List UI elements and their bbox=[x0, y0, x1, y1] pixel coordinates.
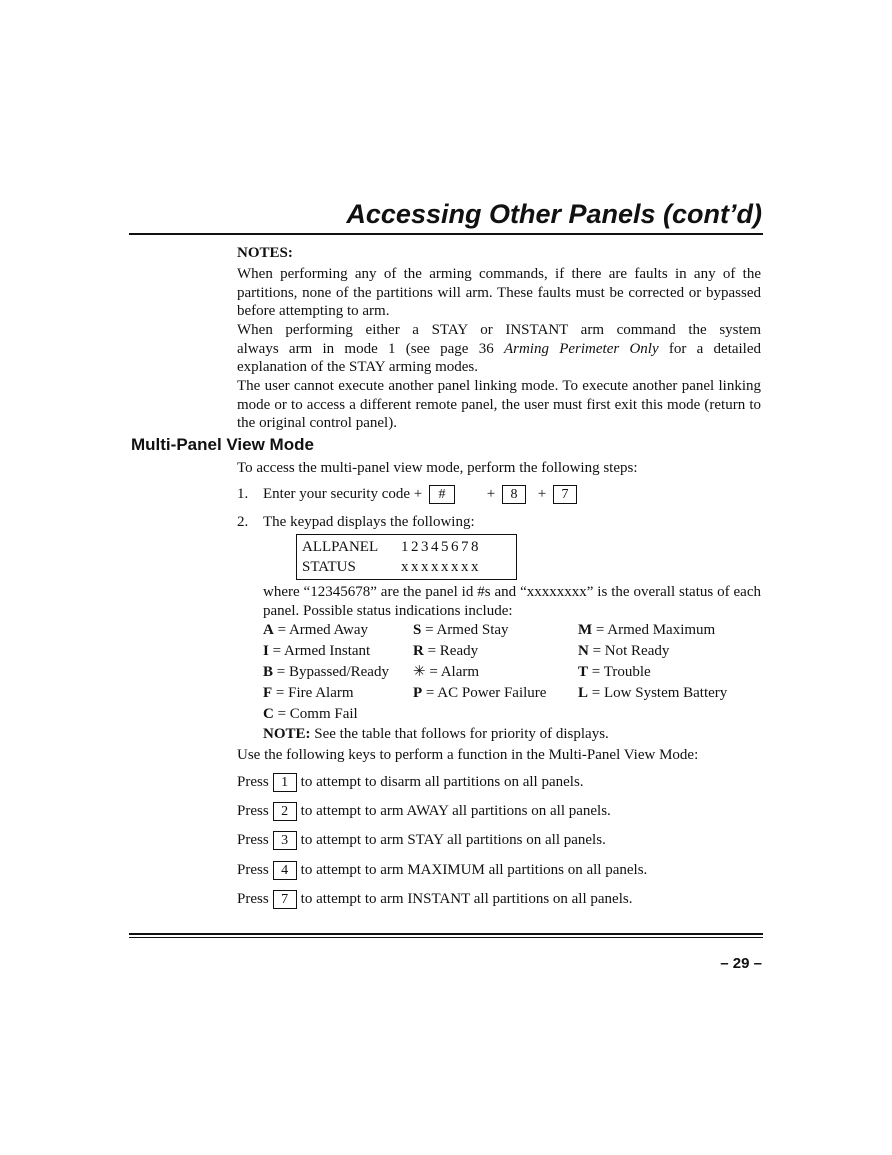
notes-paragraph-1: When performing any of the arming commands, if there are faults in any of the partitions, none of the partitions will arm. These faults must be corrected or bypassed before attempting to arm. bbox=[237, 266, 761, 319]
alarm-star-icon: ✳ bbox=[413, 664, 426, 680]
section-intro: To access the multi-panel view mode, perform the following steps: bbox=[237, 460, 638, 476]
legend-row bbox=[263, 641, 763, 662]
notes-paragraph-2-italic-reference: Arming Perimeter Only bbox=[503, 340, 659, 357]
page-title: Accessing Other Panels (cont’d) bbox=[346, 199, 762, 229]
key-7: 7 bbox=[553, 485, 577, 504]
plus-sign-1: + bbox=[486, 486, 496, 502]
display-row-status bbox=[302, 557, 481, 577]
step-1 bbox=[237, 484, 577, 504]
legend-item: L = Low System Battery bbox=[578, 685, 728, 701]
priority-note bbox=[263, 725, 787, 744]
display-label-status: STATUS bbox=[302, 559, 356, 575]
press-row bbox=[237, 772, 584, 792]
key-2: 2 bbox=[273, 802, 297, 821]
step-2 bbox=[237, 512, 475, 532]
key-8: 8 bbox=[502, 485, 526, 504]
status-description: where “12345678” are the panel id #s and “xxxxxxxx” is the overall status of each panel. Possible status indications include: bbox=[263, 584, 761, 619]
status-legend bbox=[263, 620, 763, 725]
plus-sign-2: + bbox=[537, 486, 547, 502]
footer-rule bbox=[129, 933, 763, 935]
legend-item: B = Bypassed/Ready bbox=[263, 664, 389, 680]
display-row-allpanel bbox=[302, 537, 481, 557]
press-row bbox=[237, 860, 647, 880]
section-heading: Multi-Panel View Mode bbox=[131, 435, 314, 454]
footer-rule-thin bbox=[129, 937, 763, 938]
notes-paragraph-2-line-3: explanation of the STAY arming modes. bbox=[237, 359, 478, 375]
notes-paragraph-2-text-b: for a detailed bbox=[658, 340, 762, 357]
press-description: to attempt to arm AWAY all partitions on all panels. bbox=[300, 803, 611, 819]
step-1-text: Enter your security code + bbox=[263, 486, 423, 502]
press-row bbox=[237, 889, 632, 909]
press-word: Press bbox=[237, 891, 269, 907]
legend-item: S = Armed Stay bbox=[413, 622, 509, 638]
key-4: 4 bbox=[273, 861, 297, 880]
display-label-allpanel: ALLPANEL bbox=[302, 539, 379, 555]
display-value-panel-ids: 12345678 bbox=[401, 539, 481, 555]
keys-intro: Use the following keys to perform a function in the Multi-Panel View Mode: bbox=[237, 747, 699, 763]
notes-paragraph-2 bbox=[237, 321, 761, 377]
press-description: to attempt to arm INSTANT all partitions on all panels. bbox=[300, 891, 633, 907]
display-value-status: xxxxxxxx bbox=[401, 559, 481, 575]
key-1: 1 bbox=[273, 773, 297, 792]
press-description: to attempt to arm STAY all partitions on all panels. bbox=[300, 832, 606, 848]
legend-item: A = Armed Away bbox=[263, 622, 368, 638]
keypad-display bbox=[296, 534, 517, 580]
step-2-text: The keypad displays the following: bbox=[263, 514, 475, 530]
key-7: 7 bbox=[273, 890, 297, 909]
legend-item: P = AC Power Failure bbox=[413, 685, 547, 701]
legend-item: ✳ = Alarm bbox=[413, 664, 480, 680]
legend-item: N = Not Ready bbox=[578, 643, 670, 659]
press-row bbox=[237, 801, 611, 821]
legend-item: C = Comm Fail bbox=[263, 706, 358, 722]
note-text: See the table that follows for priority of displays. bbox=[310, 726, 609, 742]
legend-item: F = Fire Alarm bbox=[263, 685, 354, 701]
press-word: Press bbox=[237, 862, 269, 878]
legend-item: I = Armed Instant bbox=[263, 643, 371, 659]
legend-row bbox=[263, 620, 763, 641]
press-word: Press bbox=[237, 774, 269, 790]
press-description: to attempt to arm MAXIMUM all partitions on all panels. bbox=[300, 862, 648, 878]
legend-item: T = Trouble bbox=[578, 664, 651, 680]
legend-item: M = Armed Maximum bbox=[578, 622, 716, 638]
notes-paragraph-2-line-2 bbox=[237, 340, 761, 359]
press-word: Press bbox=[237, 803, 269, 819]
legend-item: R = Ready bbox=[413, 643, 479, 659]
press-word: Press bbox=[237, 832, 269, 848]
legend-row bbox=[263, 662, 763, 683]
key-hash: # bbox=[429, 485, 455, 504]
notes-heading: NOTES: bbox=[237, 245, 293, 261]
notes-paragraph-3: The user cannot execute another panel linking mode. To execute another panel linking mode or to access a different remote panel, the user must first exit this mode (return to the original control panel). bbox=[237, 378, 761, 431]
notes-paragraph-2-line-1: When performing either a STAY or INSTANT arm command the system bbox=[237, 322, 761, 338]
legend-row bbox=[263, 704, 763, 725]
legend-row bbox=[263, 683, 763, 704]
press-row bbox=[237, 830, 606, 850]
note-label: NOTE: bbox=[263, 726, 311, 742]
step-2-number: 2. bbox=[237, 514, 249, 530]
page-number: – 29 – bbox=[720, 955, 762, 972]
press-description: to attempt to disarm all partitions on all panels. bbox=[300, 774, 584, 790]
notes-paragraph-2-text-a: always arm in mode 1 (see page 36 bbox=[237, 340, 504, 357]
title-rule bbox=[129, 233, 763, 235]
step-1-number: 1. bbox=[237, 486, 249, 502]
key-3: 3 bbox=[273, 831, 297, 850]
